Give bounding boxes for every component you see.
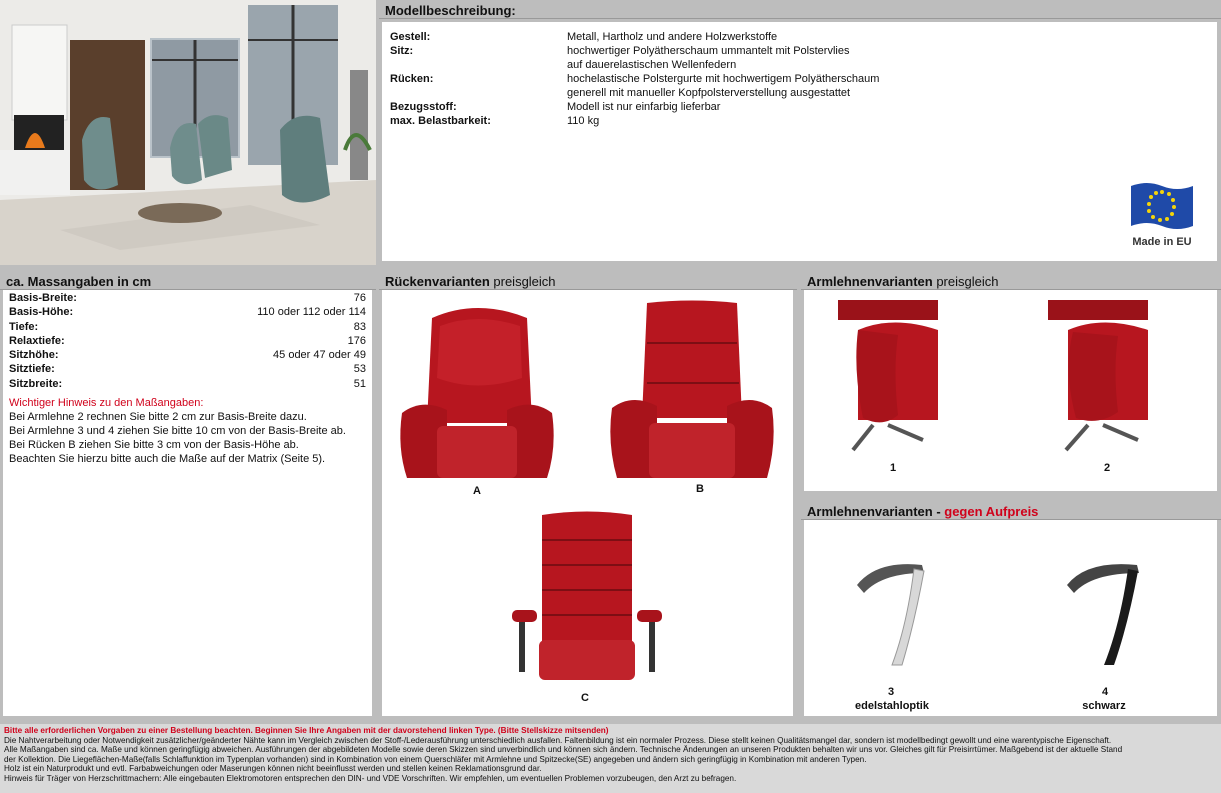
armrest-3-name: edelstahloptik <box>855 700 929 712</box>
armrest-variants-title: Armlehnenvarianten preisgleich <box>801 271 1221 290</box>
armrest-extra-panel <box>801 501 1221 720</box>
spec-row: Bezugsstoff: Modell ist nur einfarbig lieferbar <box>390 101 721 113</box>
armrest-variant-1-label: 1 <box>889 462 897 474</box>
footer-line: Holz ist ein Naturprodukt und evtl. Farbabweichungen oder Maserungen können nicht beeinflusst werden und stellen keinen Reklamationsgrund dar. <box>4 764 542 774</box>
footer-line: Hinweis für Träger von Herzschrittmachern: Alle eingebauten Elektromotoren entsprechen den DIN- und VDE Vorschriften. Wir empfehlen, um eventuellen Problemen vorzubeugen, den Arzt zu befragen. <box>4 773 737 783</box>
footer-line: Die Nahtverarbeitung oder Notwendigkeit zusätzlicher/geänderter Nähte kann im Vergleich zwischen der Stoff-/Lederausführung unterschiedlich ausfallen. Faltenbildung ist ein normaler Prozess. Diese stellt keinen Qualitätsmangel dar, sondern ist modellbedingt gewollt und eine warentypische Eigenschaft. <box>4 735 1112 745</box>
measurement-note <box>3 396 372 466</box>
spec-row: max. Belastbarkeit: 110 kg <box>390 115 600 127</box>
measure-row: Relaxtiefe: 176 <box>9 334 366 347</box>
measure-row: Sitzhöhe: 45 oder 47 oder 49 <box>9 349 366 362</box>
back-variant-a-image <box>392 298 562 483</box>
note-line: Beachten Sie hierzu bitte auch die Maße auf der Matrix (Seite 5). <box>9 453 326 466</box>
footer-line: Alle Maßangaben sind ca. Maße und können geringfügig abweichen. Ausführungen der abgebildeten Modelle sowie deren Skizzen sind unverbindlich und können sich ändern. Technische Änderungen an unseren Produkten behalten wir uns vor. Gleiches gilt für Preisirrtümer. Maßgebend ist der aktuelle Stand <box>4 745 1123 755</box>
back-variant-c-label: C <box>581 692 589 704</box>
measure-row: Basis-Höhe: 110 oder 112 oder 114 <box>9 306 366 319</box>
note-line: Bei Rücken B ziehen Sie bitte 3 cm von der Basis-Höhe ab. <box>9 439 299 452</box>
back-variant-b-label: B <box>696 483 704 495</box>
note-line: Bei Armlehne 3 und 4 ziehen Sie bitte 10 cm von der Basis-Breite ab. <box>9 425 346 438</box>
measure-row: Sitztiefe: 53 <box>9 363 366 376</box>
made-in-label: Made in EU <box>1132 236 1192 248</box>
armrest-3-number: 3 <box>887 686 895 698</box>
room-scene-image <box>0 0 376 265</box>
model-description-title: Modellbeschreibung: <box>379 0 1221 19</box>
made-in-eu-badge <box>1121 180 1203 248</box>
model-description-panel <box>379 0 1221 265</box>
armrest-stainless-image <box>852 555 942 675</box>
measure-row: Sitzbreite: 51 <box>9 377 366 390</box>
footer-disclaimer <box>0 724 1221 793</box>
note-line: Bei Armlehne 2 rechnen Sie bitte 2 cm zur Basis-Breite dazu. <box>9 411 307 424</box>
back-variant-a-label: A <box>473 485 481 497</box>
measurements-title: ca. Massangaben in cm <box>0 271 376 290</box>
footer-order-note: Bitte alle erforderlichen Vorgaben zu einer Bestellung beachten. Beginnen Sie Ihre Angaben mit der davorstehend linken Type. (Bitte Stellskizze mitsenden) <box>4 726 609 735</box>
measurements-panel <box>0 271 376 720</box>
measure-row: Tiefe: 83 <box>9 320 366 333</box>
measurement-rows <box>3 290 372 391</box>
model-specs <box>390 30 1210 128</box>
measure-row: Basis-Breite: 76 <box>9 292 366 304</box>
eu-flag-icon <box>1127 180 1197 232</box>
armrest-variant-2-label: 2 <box>1103 462 1111 474</box>
spec-row: Rücken: hochelastische Polstergurte mit hochwertigem Polyätherschaum generell mit manueller Kopfpolsterverstellung ausgestattet <box>390 73 880 99</box>
room-photo <box>0 0 376 265</box>
armrest-black-image <box>1062 555 1152 675</box>
armrest-variant-2-image <box>1048 300 1153 460</box>
armrest-variant-1-image <box>838 300 943 460</box>
armrest-4-number: 4 <box>1101 686 1109 698</box>
back-variant-c-image <box>507 510 667 695</box>
back-variants-panel <box>379 271 797 720</box>
spec-row: Sitz: hochwertiger Polyätherschaum ummantelt mit Polstervlies auf dauerelastischen Wellenfedern <box>390 45 850 71</box>
footer-line: der Kollektion. Die Liegeflächen-Maße(falls Schlaffunktion im Typenplan vorhanden) sind in Kombination von einem Querschläfer mit Armlehne und Spitzecke(SE) angegeben und ändern sich geringfügig in Kombination mit anderen Typen. <box>4 754 867 764</box>
armrest-4-name: schwarz <box>1082 700 1126 712</box>
note-title: Wichtiger Hinweis zu den Maßangaben: <box>9 397 204 410</box>
armrest-variants-panel <box>801 271 1221 495</box>
back-variants-title: Rückenvarianten preisgleich <box>379 271 797 290</box>
back-variant-b-image <box>607 298 777 483</box>
spec-row: Gestell: Metall, Hartholz und andere Holzwerkstoffe <box>390 31 778 43</box>
armrest-extra-title: Armlehnenvarianten - gegen Aufpreis <box>801 501 1221 520</box>
